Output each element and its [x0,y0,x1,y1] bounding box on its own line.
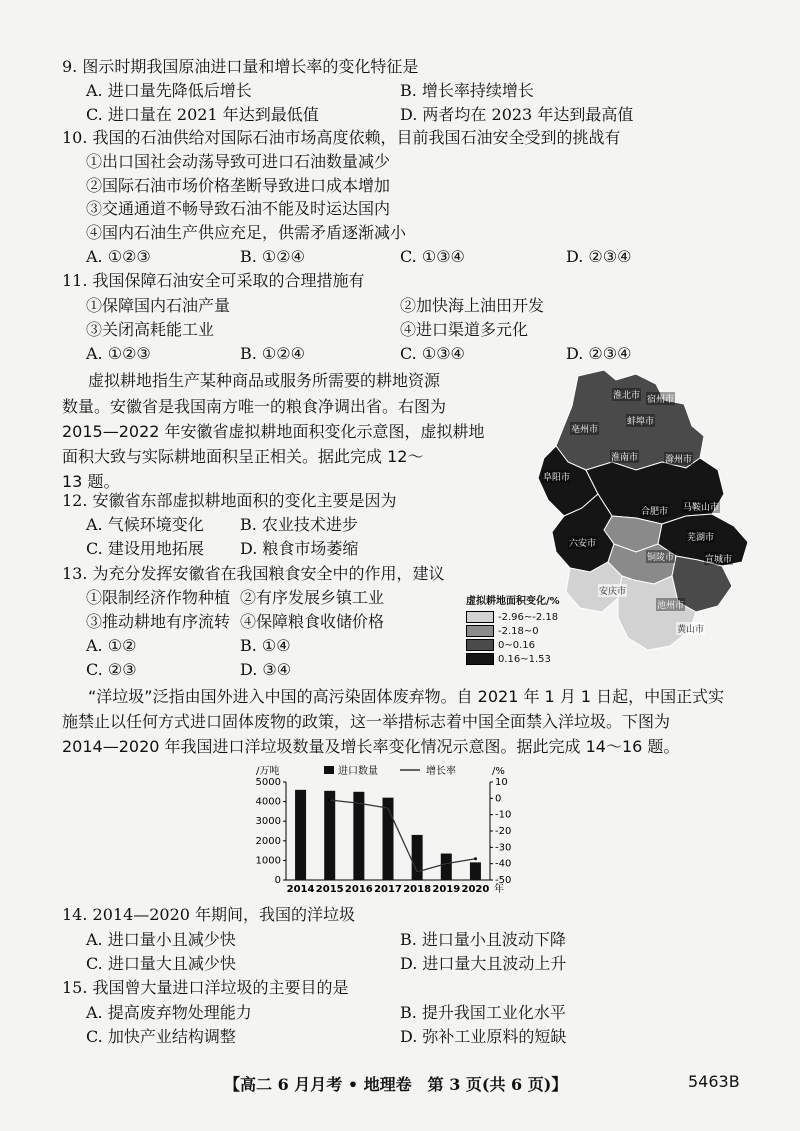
q12-option-a: A. 气候环境变化 [86,515,204,534]
map-city-label: 阜阳市 [542,470,571,483]
intro1-line-5: 13 题。 [62,472,120,491]
q11-statement-1: ①保障国内石油产量 [86,296,231,315]
chart-left-axis-label: /万吨 [256,766,280,777]
q10-option-a: A. ①②③ [86,247,151,266]
q15-option-b: B. 提升我国工业化水平 [400,1003,566,1022]
chart-legend-bar-swatch [324,766,334,774]
q10-option-c: C. ①③④ [400,247,465,266]
q13-statement-4: ④保障粮食收储价格 [240,612,385,631]
q14-stem: 14. 2014—2020 年期间，我国的洋垃圾 [62,905,356,924]
q14-option-d: D. 进口量大且波动上升 [400,954,567,973]
q9-option-d: D. 两者均在 2023 年达到最高值 [400,105,634,124]
map-legend-label: -2.96~-2.18 [498,611,559,623]
map-legend-swatch [466,625,494,637]
import-chart [230,760,560,900]
q11-statement-4: ④进口渠道多元化 [400,320,529,339]
chart-x-tick-label: 2015 [315,884,344,895]
chart-bar [441,854,452,880]
q13-stem: 13. 为充分发挥安徽省在我国粮食安全中的作用，建议 [62,564,445,583]
chart-right-tick-label: -40 [495,858,512,870]
map-city-label: 亳州市 [570,422,599,435]
map-legend-item [466,624,596,638]
q11-option-a: A. ①②③ [86,344,151,363]
q11-statement-3: ③关闭高耗能工业 [86,320,215,339]
footer-code: 5463B [688,1072,740,1091]
q13-statement-2: ②有序发展乡镇工业 [240,588,385,607]
q14-option-a: A. 进口量小且减少快 [86,930,236,949]
chart-bar [324,791,335,880]
chart-x-tick-label: 2017 [374,884,402,895]
q12-stem: 12. 安徽省东部虚拟耕地面积的变化主要是因为 [62,491,397,510]
chart-left-tick-label: 4000 [255,796,281,808]
chart-bar [353,792,364,880]
map-legend-swatch [466,611,494,623]
chart-x-tick-label: 2018 [403,884,432,895]
chart-x-tick-label: 2019 [432,884,461,895]
q15-option-d: D. 弥补工业原料的短缺 [400,1027,567,1046]
map-legend-swatch [466,653,494,665]
intro1-line-1: 虚拟耕地指生产某种商品或服务所需要的耕地资源 [88,371,441,390]
intro1-line-4: 面积大致与实际耕地面积呈正相关。据此完成 12～ [62,447,424,466]
intro2-line-1: “洋垃圾”泛指由国外进入中国的高污染固体废弃物。自 2021 年 1 月 1 日起，中国正式实 [88,687,725,706]
intro1-line-2: 数量。安徽省是我国南方唯一的粮食净调出省。右图为 [62,397,447,416]
chart-x-tick-label: 2020 [461,884,490,895]
chart-x-axis-label: 年 [494,884,504,895]
map-legend-item [466,638,596,652]
map-city-label: 宣城市 [704,552,733,565]
map-legend-item [466,610,596,624]
footer-page-info: 【高二 6 月月考 • 地理卷 第 3 页(共 6 页)】 [224,1075,568,1094]
q10-stem: 10. 我国的石油供给对国际石油市场高度依赖，目前我国石油安全受到的挑战有 [62,128,621,147]
q9-option-a: A. 进口量先降低后增长 [86,81,252,100]
map-city-label: 合肥市 [640,504,669,517]
q9-option-c: C. 进口量在 2021 年达到最低值 [86,105,319,124]
chart-right-tick-label: 0 [495,793,502,805]
q12-option-b: B. 农业技术进步 [240,515,358,534]
q10-statement-4: ④国内石油生产供应充足，供需矛盾逐渐减小 [86,223,407,242]
q15-option-c: C. 加快产业结构调整 [86,1027,236,1046]
map-city-label: 滁州市 [664,452,693,465]
q13-option-a: A. ①② [86,636,137,655]
map-city-label: 蚌埠市 [626,414,655,427]
import-chart-svg [230,760,560,900]
chart-legend-line-label: 增长率 [426,766,456,777]
map-city-label: 芜湖市 [686,530,715,543]
q13-option-d: D. ③④ [240,660,292,679]
q11-statement-2: ②加快海上油田开发 [400,296,545,315]
chart-bar [295,790,306,880]
chart-bar [383,798,394,880]
map-city-label: 淮北市 [612,388,641,401]
chart-left-tick-label: 1000 [255,855,281,867]
chart-right-tick-label: -20 [495,826,512,837]
q15-stem: 15. 我国曾大量进口洋垃圾的主要目的是 [62,978,349,997]
chart-x-tick-label: 2016 [344,884,373,895]
map-legend-item [466,652,596,666]
map-legend-label: -2.18~0 [498,625,539,637]
q10-option-d: D. ②③④ [566,247,632,266]
intro1-line-3: 2015—2022 年安徽省虚拟耕地面积变化示意图，虚拟耕地 [62,422,485,441]
q10-statement-1: ①出口国社会动荡导致可进口石油数量减少 [86,152,391,171]
map-legend-swatch [466,639,494,651]
map-legend [466,592,596,666]
map-city-label: 池州市 [656,598,685,611]
q12-option-d: D. 粮食市场萎缩 [240,539,359,558]
map-legend-label: 0~0.16 [498,639,536,651]
q14-option-c: C. 进口量大且减少快 [86,954,236,973]
chart-left-tick-label: 3000 [255,816,281,828]
map-city-label: 六安市 [568,536,597,549]
q10-statement-2: ②国际石油市场价格垄断导致进口成本增加 [86,176,391,195]
map-city-label: 铜陵市 [646,550,675,563]
intro2-line-2: 施禁止以任何方式进口固体废物的政策，这一举措标志着中国全面禁入洋垃圾。下图为 [62,712,671,731]
chart-right-tick-label: -30 [495,842,512,854]
q10-option-b: B. ①②④ [240,247,305,266]
map-legend-label: 0.16~1.53 [498,653,551,665]
chart-left-tick-label: 2000 [255,835,281,847]
q13-option-c: C. ②③ [86,660,137,679]
q11-option-b: B. ①②④ [240,344,305,363]
q9-stem: 9. 图示时期我国原油进口量和增长率的变化特征是 [62,57,419,76]
q11-option-c: C. ①③④ [400,344,465,363]
q10-statement-3: ③交通通道不畅导致石油不能及时运达国内 [86,199,391,218]
q13-statement-1: ①限制经济作物种植 [86,588,231,607]
q15-option-a: A. 提高废弃物处理能力 [86,1003,252,1022]
q12-option-c: C. 建设用地拓展 [86,539,204,558]
chart-legend-bar-label: 进口数量 [338,766,378,777]
q9-option-b: B. 增长率持续增长 [400,81,534,100]
q13-option-b: B. ①④ [240,636,291,655]
q14-option-b: B. 进口量小且波动下降 [400,930,566,949]
map-city-label: 淮南市 [610,450,639,463]
chart-right-tick-label: -10 [495,809,512,821]
intro2-line-3: 2014—2020 年我国进口洋垃圾数量及增长率变化情况示意图。据此完成 14～16 题。 [62,737,680,756]
chart-left-tick-label: 0 [274,875,281,886]
map-city-label: 马鞍山市 [682,500,720,513]
chart-left-tick-label: 5000 [255,777,281,788]
chart-right-tick-label: 10 [495,777,508,788]
map-city-label: 宿州市 [646,392,675,405]
chart-x-tick-label: 2014 [286,884,315,895]
chart-growth-line [330,800,476,872]
chart-right-tick-label: -50 [495,875,512,886]
map-city-label: 安庆市 [598,584,627,597]
q13-statement-3: ③推动耕地有序流转 [86,612,231,631]
map-legend-title: 虚拟耕地面积变化/% [466,596,560,607]
q11-stem: 11. 我国保障石油安全可采取的合理措施有 [62,271,365,290]
q11-option-d: D. ②③④ [566,344,632,363]
map-city-label: 黄山市 [676,622,705,635]
chart-right-axis-label: /% [492,766,505,777]
chart-bar [470,862,481,880]
